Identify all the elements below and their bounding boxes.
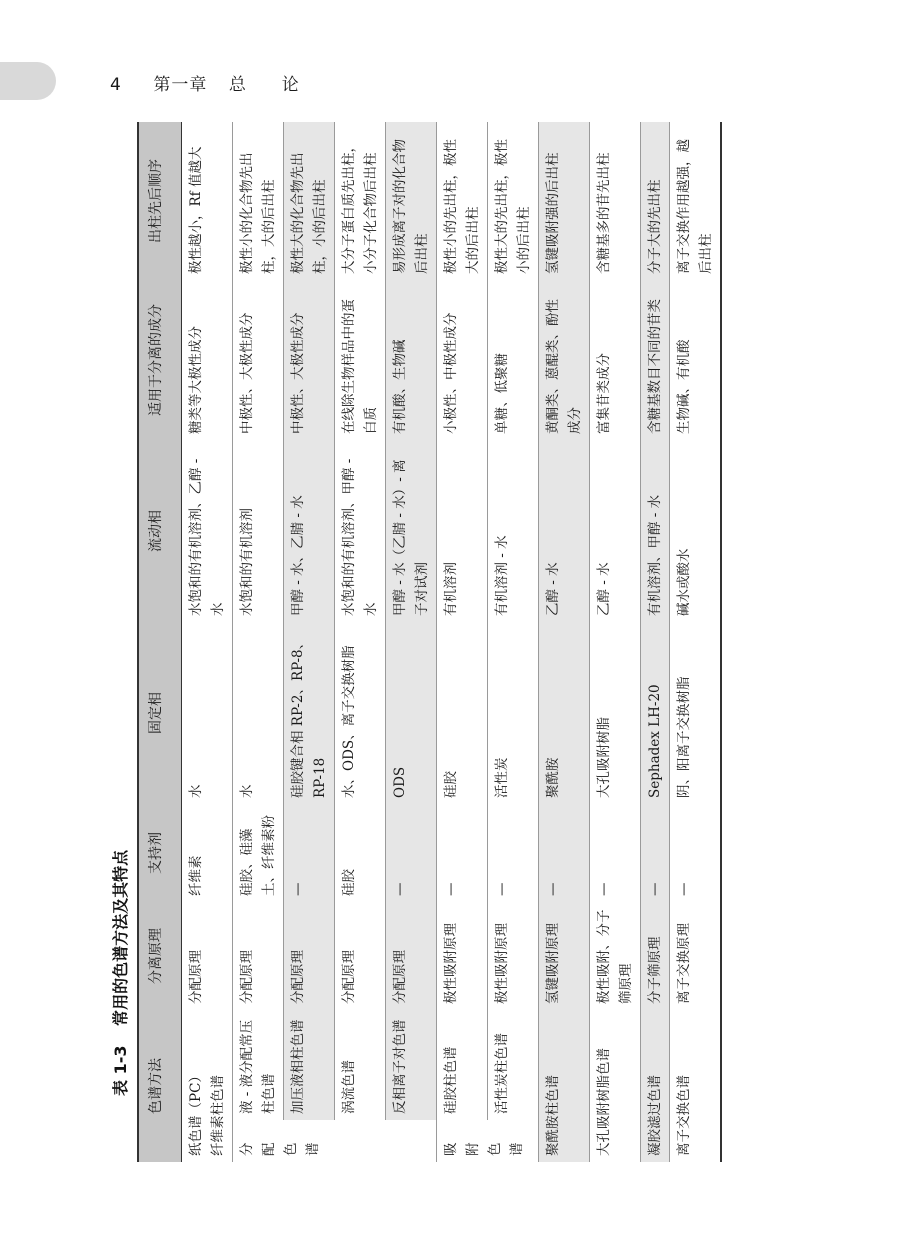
col-header-mobile: 流动相 — [138, 440, 182, 622]
table-title: 常用的色谱方法及其特点 — [111, 849, 130, 1026]
group-label-partition-text: 分 配 色 谱 — [239, 1142, 321, 1156]
cell-support: — — [488, 804, 539, 902]
cell-mobile: 碱水或酸水 — [670, 440, 722, 622]
col-header-method: 色谱方法 — [138, 1010, 182, 1162]
group-label-adsorption — [437, 1120, 539, 1162]
side-tab-marker — [0, 62, 56, 100]
cell-method: 硅胶柱色谱 — [437, 1010, 488, 1120]
table-row — [670, 122, 722, 1162]
cell-support: — — [386, 804, 437, 902]
col-header-stationary: 固定相 — [138, 622, 182, 804]
cell-mobile: 甲醇 - 水、乙腈 - 水 — [284, 440, 335, 622]
cell-order: 离子交换作用越强，越后出柱 — [670, 122, 722, 280]
cell-order: 含糖基多的苷先出柱 — [590, 122, 641, 280]
chapter-name: 总论 — [228, 75, 335, 95]
cell-principle: 极性吸附原理 — [488, 902, 539, 1010]
cell-method: 液 - 液分配常压柱色谱 — [233, 1010, 284, 1120]
cell-order: 分子大的先出柱 — [641, 122, 670, 280]
table-row — [590, 122, 641, 1162]
cell-support: 纤维素 — [182, 804, 233, 902]
cell-method: 反相离子对色谱 — [386, 1010, 437, 1120]
table-row — [437, 122, 488, 1162]
cell-components: 黄酮类、蒽醌类、酚性成分 — [539, 280, 590, 440]
cell-mobile: 有机溶剂、甲醇 - 水 — [641, 440, 670, 622]
cell-principle: 离子交换原理 — [670, 902, 722, 1010]
cell-components: 生物碱、有机酸 — [670, 280, 722, 440]
table-caption — [105, 122, 137, 1162]
col-header-support: 支持剂 — [138, 804, 182, 902]
cell-principle: 氢键吸附原理 — [539, 902, 590, 1010]
rotated-table-block — [105, 122, 745, 1162]
chromatography-table — [137, 122, 722, 1162]
cell-support: — — [284, 804, 335, 902]
cell-mobile: 水饱和的有机溶剂、乙醇 - 水 — [182, 440, 233, 622]
table-row — [182, 122, 233, 1162]
cell-method: 活性炭柱色谱 — [488, 1010, 539, 1120]
cell-stationary: 水 — [182, 622, 233, 804]
cell-components: 单糖、低聚糖 — [488, 280, 539, 440]
cell-stationary: 硅胶 — [437, 622, 488, 804]
table-number: 表 1-3 — [111, 1045, 130, 1096]
chapter-label: 第一章 — [153, 75, 208, 95]
cell-stationary: ODS — [386, 622, 437, 804]
cell-components: 富集苷类成分 — [590, 280, 641, 440]
cell-components: 糖类等大极性成分 — [182, 280, 233, 440]
cell-order: 极性小的化合物先出柱，大的后出柱 — [233, 122, 284, 280]
cell-order: 极性大的先出柱，极性小的后出柱 — [488, 122, 539, 280]
col-header-order: 出柱先后顺序 — [138, 122, 182, 280]
cell-order: 极性小的先出柱，极性大的后出柱 — [437, 122, 488, 280]
page-number: 4 — [110, 75, 121, 95]
cell-components: 在线除生物样品中的蛋白质 — [335, 280, 386, 440]
cell-principle: 分配原理 — [182, 902, 233, 1010]
cell-principle: 分配原理 — [284, 902, 335, 1010]
table-row — [539, 122, 590, 1162]
cell-mobile: 乙醇 - 水 — [590, 440, 641, 622]
cell-order: 大分子蛋白质先出柱，小分子化合物后出柱 — [335, 122, 386, 280]
cell-components: 小极性、中极性成分 — [437, 280, 488, 440]
cell-method: 聚酰胺柱色谱 — [539, 1010, 590, 1162]
cell-components: 中极性、大极性成分 — [233, 280, 284, 440]
cell-components: 有机酸、生物碱 — [386, 280, 437, 440]
cell-mobile: 水饱和的有机溶剂 — [233, 440, 284, 622]
cell-method: 离子交换色谱 — [670, 1010, 722, 1162]
table-row — [335, 122, 386, 1162]
table-row — [488, 122, 539, 1162]
cell-components: 中极性、大极性成分 — [284, 280, 335, 440]
cell-support: — — [670, 804, 722, 902]
group-label-partition — [233, 1120, 437, 1162]
cell-stationary: 水、ODS、离子交换树脂 — [335, 622, 386, 804]
cell-stationary: 大孔吸附树脂 — [590, 622, 641, 804]
table-row — [233, 122, 284, 1162]
cell-support: 硅胶 — [335, 804, 386, 902]
table-row — [386, 122, 437, 1162]
col-header-components: 适用于分离的成分 — [138, 280, 182, 440]
cell-principle: 极性吸附原理 — [437, 902, 488, 1010]
cell-order: 易形成离子对的化合物后出柱 — [386, 122, 437, 280]
cell-mobile: 有机溶剂 - 水 — [488, 440, 539, 622]
cell-mobile: 有机溶剂 — [437, 440, 488, 622]
cell-order: 极性越小，Rf 值越大 — [182, 122, 233, 280]
cell-stationary: 聚酰胺 — [539, 622, 590, 804]
table-row — [641, 122, 670, 1162]
cell-components: 含糖基数目不同的苷类 — [641, 280, 670, 440]
cell-mobile: 水饱和的有机溶剂、甲醇 - 水 — [335, 440, 386, 622]
cell-stationary: 水 — [233, 622, 284, 804]
col-header-principle: 分离原理 — [138, 902, 182, 1010]
cell-support: — — [437, 804, 488, 902]
cell-stationary: 活性炭 — [488, 622, 539, 804]
cell-method: 加压液相柱色谱 — [284, 1010, 335, 1120]
cell-method: 凝胶滤过色谱 — [641, 1010, 670, 1162]
cell-principle: 分配原理 — [233, 902, 284, 1010]
cell-order: 氢键吸附强的后出柱 — [539, 122, 590, 280]
group-label-adsorption-text: 吸 附 色 谱 — [443, 1142, 525, 1156]
cell-principle: 分子筛原理 — [641, 902, 670, 1010]
cell-method: 涡流色谱 — [335, 1010, 386, 1120]
table-header-row — [138, 122, 182, 1162]
page-header — [110, 70, 335, 96]
table-row — [284, 122, 335, 1162]
cell-principle: 分配原理 — [386, 902, 437, 1010]
cell-stationary: 阴、阳离子交换树脂 — [670, 622, 722, 804]
cell-principle: 极性吸附、分子筛原理 — [590, 902, 641, 1010]
cell-support: — — [590, 804, 641, 902]
cell-support: 硅胶、硅藻土、纤维素粉 — [233, 804, 284, 902]
cell-mobile: 乙醇 - 水 — [539, 440, 590, 622]
cell-support: — — [641, 804, 670, 902]
cell-method: 纸色谱（PC） 纤维素柱色谱 — [182, 1010, 233, 1162]
cell-order: 极性大的化合物先出柱，小的后出柱 — [284, 122, 335, 280]
cell-mobile: 甲醇 - 水（乙腈 - 水）- 离子对试剂 — [386, 440, 437, 622]
cell-principle: 分配原理 — [335, 902, 386, 1010]
cell-stationary: Sephadex LH-20 — [641, 622, 670, 804]
cell-method: 大孔吸附树脂色谱 — [590, 1010, 641, 1162]
cell-support: — — [539, 804, 590, 902]
cell-stationary: 硅胶键合相 RP-2、RP-8、RP-18 — [284, 622, 335, 804]
